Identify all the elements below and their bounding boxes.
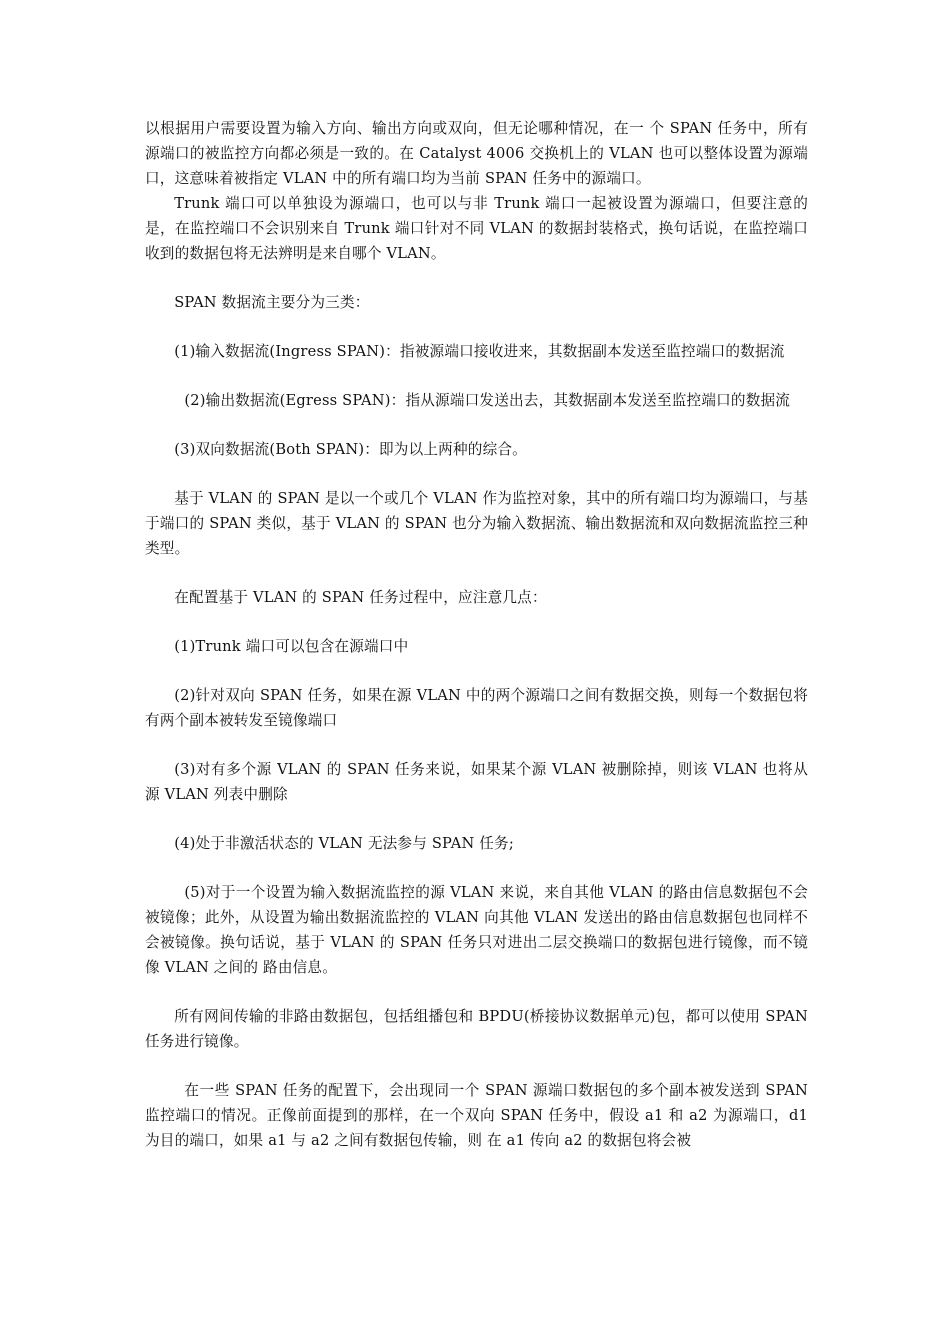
- paragraph-4: (1)输入数据流(Ingress SPAN)：指被源端口接收进来，其数据副本发送至监控端口的数据流: [174, 343, 785, 360]
- paragraph-7: 基于 VLAN 的 SPAN 是以一个或几个 VLAN 作为监控对象，其中的所有端口均为源端口，与基于端口的 SPAN 类似，基于 VLAN 的 SPAN 也分为输入数据流、输出数据流和双向数据流监控三种类型。: [145, 490, 808, 557]
- paragraph-13: (5)对于一个设置为输入数据流监控的源 VLAN 来说，来自其他 VLAN 的路由信息数据包不会被镜像；此外，从设置为输出数据流监控的 VLAN 向其他 VLAN 发送出的路由信息数据包也同样不会被镜像。换句话说，基于 VLAN 的 SPAN 任务只对进出二层交换端口的数据包进行镜像，而不镜像 VLAN 之间的 路由信息。: [145, 884, 808, 976]
- document-page: [145, 116, 808, 1177]
- paragraph-11: (3)对有多个源 VLAN 的 SPAN 任务来说，如果某个源 VLAN 被删除掉，则该 VLAN 也将从源 VLAN 列表中删除: [145, 761, 808, 803]
- paragraph-5: (2)输出数据流(Egress SPAN)：指从源端口发送出去，其数据副本发送至监控端口的数据流: [184, 392, 791, 409]
- paragraph-1: 以根据用户需要设置为输入方向、输出方向或双向，但无论哪种情况，在一 个 SPAN 任务中，所有源端口的被监控方向都必须是一致的。在 Catalyst 4006 交换机上的 VLAN 也可以整体设置为源端口，这意味着被指定 VLAN 中的所有端口均为当前 SPAN 任务中的源端口。: [145, 120, 808, 187]
- paragraph-2: Trunk 端口可以单独设为源端口，也可以与非 Trunk 端口一起被设置为源端口，但要注意的是，在监控端口不会识别来自 Trunk 端口针对不同 VLAN 的数据封装格式，换句话说，在监控端口收到的数据包将无法辨明是来自哪个 VLAN。: [145, 195, 808, 262]
- paragraph-15: 在一些 SPAN 任务的配置下，会出现同一个 SPAN 源端口数据包的多个副本被发送到 SPAN 监控端口的情况。正像前面提到的那样，在一个双向 SPAN 任务中，假设 a1 和 a2 为源端口，d1 为目的端口，如果 a1 与 a2 之间有数据包传输，则 在 a1 传向 a2 的数据包将会被: [145, 1082, 808, 1149]
- paragraph-9: (1)Trunk 端口可以包含在源端口中: [174, 638, 409, 655]
- paragraph-3: SPAN 数据流主要分为三类：: [174, 294, 370, 311]
- paragraph-10: (2)针对双向 SPAN 任务，如果在源 VLAN 中的两个源端口之间有数据交换，则每一个数据包将有两个副本被转发至镜像端口: [145, 687, 808, 729]
- paragraph-8: 在配置基于 VLAN 的 SPAN 任务过程中，应注意几点：: [174, 589, 547, 606]
- paragraph-14: 所有网间传输的非路由数据包，包括组播包和 BPDU(桥接协议数据单元)包，都可以使用 SPAN 任务进行镜像。: [145, 1008, 808, 1050]
- paragraph-12: (4)处于非激活状态的 VLAN 无法参与 SPAN 任务;: [174, 835, 514, 852]
- paragraph-6: (3)双向数据流(Both SPAN)：即为以上两种的综合。: [174, 441, 527, 458]
